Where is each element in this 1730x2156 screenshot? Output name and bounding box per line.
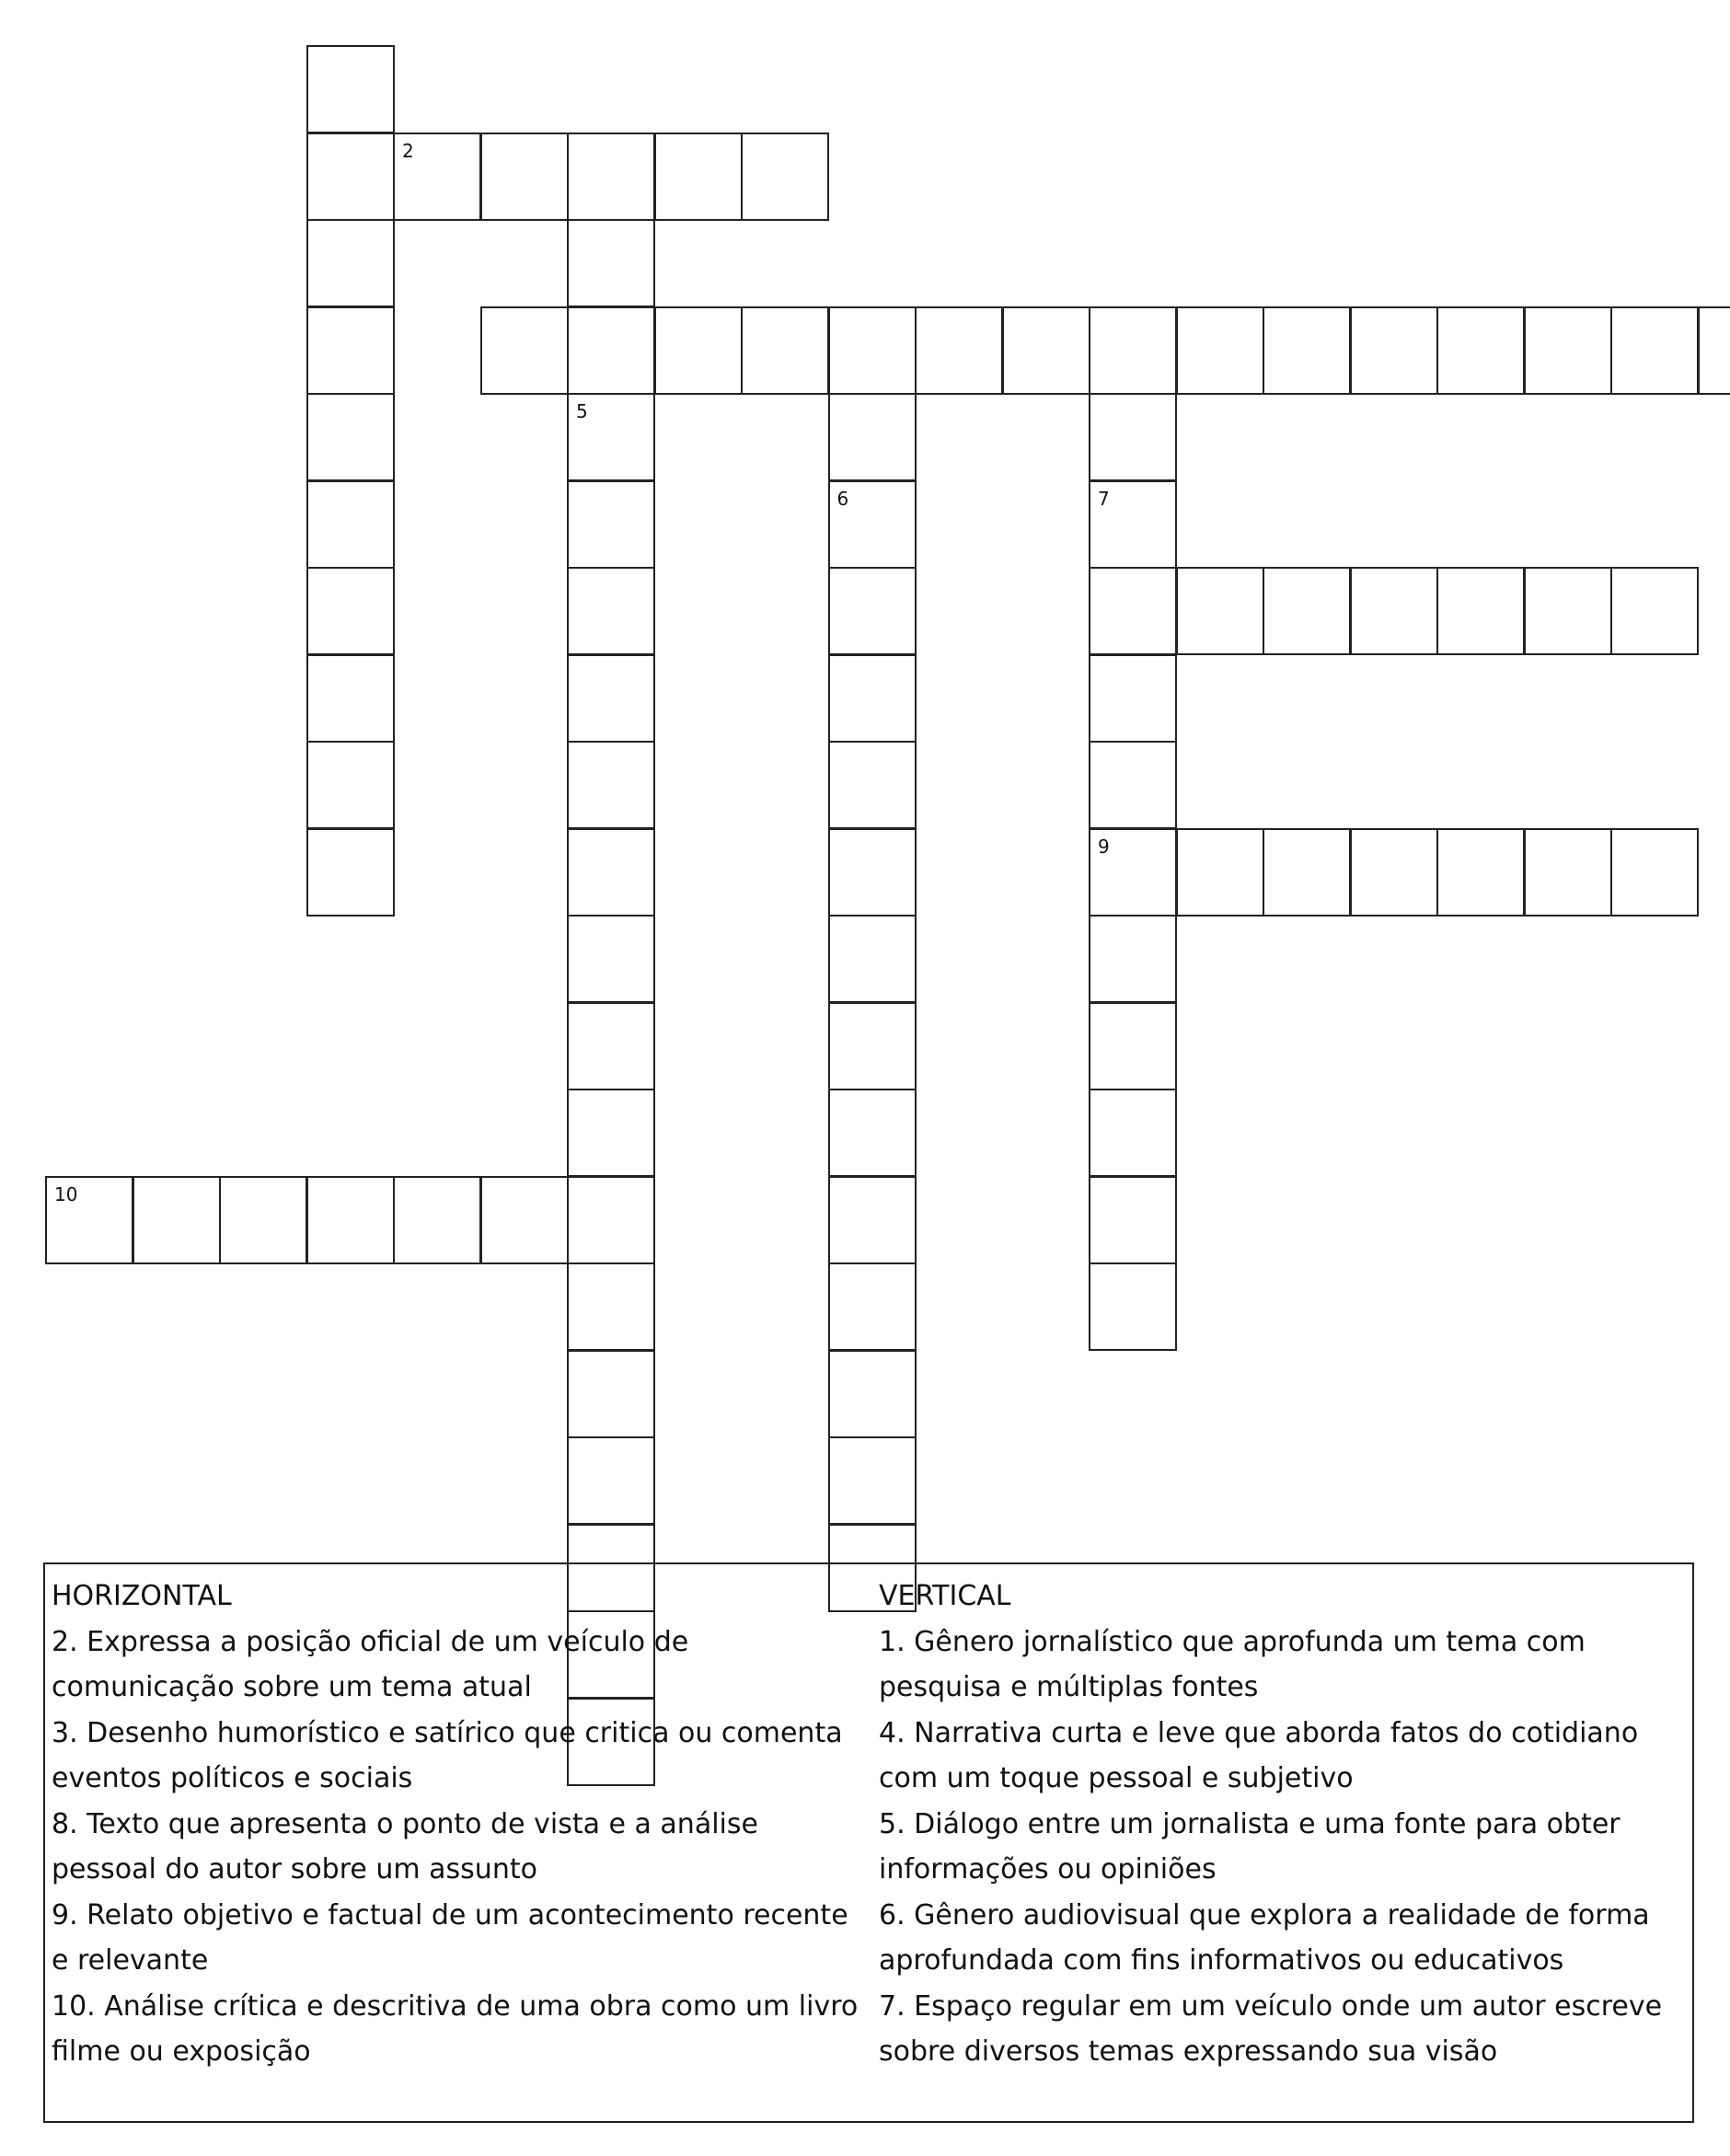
clue-v-1: 1. Gênero jornalístico que aprofunda um tema com pesquisa e múltiplas fontes <box>879 1625 1586 1703</box>
clue-h-2: 2. Expressa a posição oficial de um veículo de comunicação sobre um tema atual <box>52 1625 689 1703</box>
grid-cell[interactable] <box>567 1002 655 1090</box>
grid-cell[interactable] <box>915 306 1003 395</box>
clue-number: 10 <box>54 1182 78 1205</box>
grid-cell[interactable] <box>828 654 917 743</box>
grid-cell[interactable] <box>1263 306 1351 395</box>
grid-cell[interactable] <box>828 915 917 1003</box>
grid-cell[interactable] <box>306 480 395 569</box>
grid-cell[interactable] <box>1089 654 1177 743</box>
grid-cell[interactable] <box>1698 306 1730 395</box>
grid-cell[interactable] <box>828 1436 917 1525</box>
horizontal-clues <box>52 1574 871 2075</box>
clue-v-7: 7. Espaço regular em um veículo onde um autor escreve sobre diversos temas expressando sua visão <box>879 1989 1663 2068</box>
grid-cell[interactable] <box>480 306 569 395</box>
grid-cell[interactable] <box>306 393 395 481</box>
clue-number: 6 <box>836 487 849 510</box>
grid-cell[interactable] <box>306 741 395 829</box>
grid-cell[interactable] <box>828 1002 917 1090</box>
grid-cell[interactable] <box>828 567 917 655</box>
grid-cell[interactable] <box>306 654 395 743</box>
grid-cell[interactable] <box>1089 1262 1177 1351</box>
grid-cell[interactable] <box>828 306 917 395</box>
clue-number: 7 <box>1098 487 1110 510</box>
grid-cell[interactable] <box>567 1176 655 1264</box>
grid-cell[interactable] <box>828 741 917 829</box>
vertical-clues <box>879 1574 1689 2075</box>
clue-h-9: 9. Relato objetivo e factual de um acontecimento recente e relevante <box>52 1898 848 1977</box>
grid-cell[interactable] <box>828 1176 917 1264</box>
grid-cell[interactable] <box>828 1262 917 1351</box>
grid-cell[interactable] <box>393 133 481 221</box>
grid-cell[interactable] <box>480 1176 569 1264</box>
grid-cell[interactable] <box>1089 1002 1177 1090</box>
grid-cell[interactable] <box>1089 1176 1177 1264</box>
horizontal-title: HORIZONTAL <box>52 1580 232 1612</box>
grid-cell[interactable] <box>1263 828 1351 917</box>
grid-cell[interactable] <box>1524 828 1612 917</box>
grid-cell[interactable] <box>133 1176 221 1264</box>
grid-cell[interactable] <box>567 741 655 829</box>
grid-cell[interactable] <box>741 306 829 395</box>
grid-cell[interactable] <box>480 133 569 221</box>
grid-cell[interactable] <box>567 1436 655 1525</box>
grid-cell[interactable] <box>567 828 655 917</box>
grid-cell[interactable] <box>1263 567 1351 655</box>
grid-cell[interactable] <box>567 915 655 1003</box>
grid-cell[interactable] <box>1610 306 1699 395</box>
grid-cell[interactable] <box>393 1176 481 1264</box>
grid-cell[interactable] <box>567 654 655 743</box>
grid-cell[interactable] <box>828 828 917 917</box>
clue-h-3: 3. Desenho humorístico e satírico que critica ou comenta eventos políticos e sociais <box>52 1716 843 1794</box>
grid-cell[interactable] <box>1089 741 1177 829</box>
grid-cell[interactable] <box>828 393 917 481</box>
grid-cell[interactable] <box>306 133 395 221</box>
grid-cell[interactable] <box>1176 306 1264 395</box>
grid-cell[interactable] <box>1089 915 1177 1003</box>
grid-cell[interactable] <box>567 1262 655 1351</box>
clues-box <box>43 1562 1694 2123</box>
vertical-title: VERTICAL <box>879 1580 1011 1612</box>
grid-cell[interactable] <box>1002 306 1090 395</box>
grid-cell[interactable] <box>1089 567 1177 655</box>
grid-cell[interactable] <box>567 567 655 655</box>
clue-h-8: 8. Texto que apresenta o ponto de vista e a análise pessoal do autor sobre um assunto <box>52 1807 758 1885</box>
grid-cell[interactable] <box>567 133 655 221</box>
clue-v-6: 6. Gênero audiovisual que explora a realidade de forma aprofundada com fins informativos ou educativos <box>879 1898 1650 1977</box>
grid-cell[interactable] <box>306 1176 395 1264</box>
clue-v-4: 4. Narrativa curta e leve que aborda fatos do cotidiano com um toque pessoal e subjetivo <box>879 1716 1639 1794</box>
grid-cell[interactable] <box>1436 828 1525 917</box>
clue-v-5: 5. Diálogo entre um jornalista e uma fonte para obter informações ou opiniões <box>879 1807 1620 1885</box>
clue-number: 9 <box>1098 835 1110 858</box>
grid-cell[interactable] <box>828 480 917 569</box>
grid-cell[interactable] <box>567 393 655 481</box>
grid-cell[interactable] <box>1089 1089 1177 1177</box>
grid-cell[interactable] <box>1610 828 1699 917</box>
grid-cell[interactable] <box>306 219 395 307</box>
grid-cell[interactable] <box>1089 306 1177 395</box>
grid-cell[interactable] <box>306 828 395 917</box>
grid-cell[interactable] <box>1350 567 1438 655</box>
grid-cell[interactable] <box>654 133 743 221</box>
grid-cell[interactable] <box>1176 567 1264 655</box>
grid-cell[interactable] <box>828 1089 917 1177</box>
grid-cell[interactable] <box>45 1176 133 1264</box>
grid-cell[interactable] <box>1350 306 1438 395</box>
grid-cell[interactable] <box>567 480 655 569</box>
grid-cell[interactable] <box>219 1176 307 1264</box>
grid-cell[interactable] <box>1436 306 1525 395</box>
grid-cell[interactable] <box>567 1350 655 1438</box>
clue-number: 2 <box>402 139 414 162</box>
grid-cell[interactable] <box>1436 567 1525 655</box>
clue-h-10: 10. Análise crítica e descritiva de uma obra como um livro filme ou exposição <box>52 1989 859 2068</box>
grid-cell[interactable] <box>306 567 395 655</box>
grid-cell[interactable] <box>1089 393 1177 481</box>
grid-cell[interactable] <box>306 45 395 133</box>
grid-cell[interactable] <box>567 306 655 395</box>
grid-cell[interactable] <box>1524 306 1612 395</box>
grid-cell[interactable] <box>1089 480 1177 569</box>
grid-cell[interactable] <box>1176 828 1264 917</box>
grid-cell[interactable] <box>828 1350 917 1438</box>
grid-cell[interactable] <box>1524 567 1612 655</box>
grid-cell[interactable] <box>306 306 395 395</box>
grid-cell[interactable] <box>1350 828 1438 917</box>
clue-number: 5 <box>576 400 588 422</box>
grid-cell[interactable] <box>1089 828 1177 917</box>
grid-cell[interactable] <box>741 133 829 221</box>
grid-cell[interactable] <box>1610 567 1699 655</box>
grid-cell[interactable] <box>654 306 743 395</box>
grid-cell[interactable] <box>567 219 655 307</box>
grid-cell[interactable] <box>567 1089 655 1177</box>
